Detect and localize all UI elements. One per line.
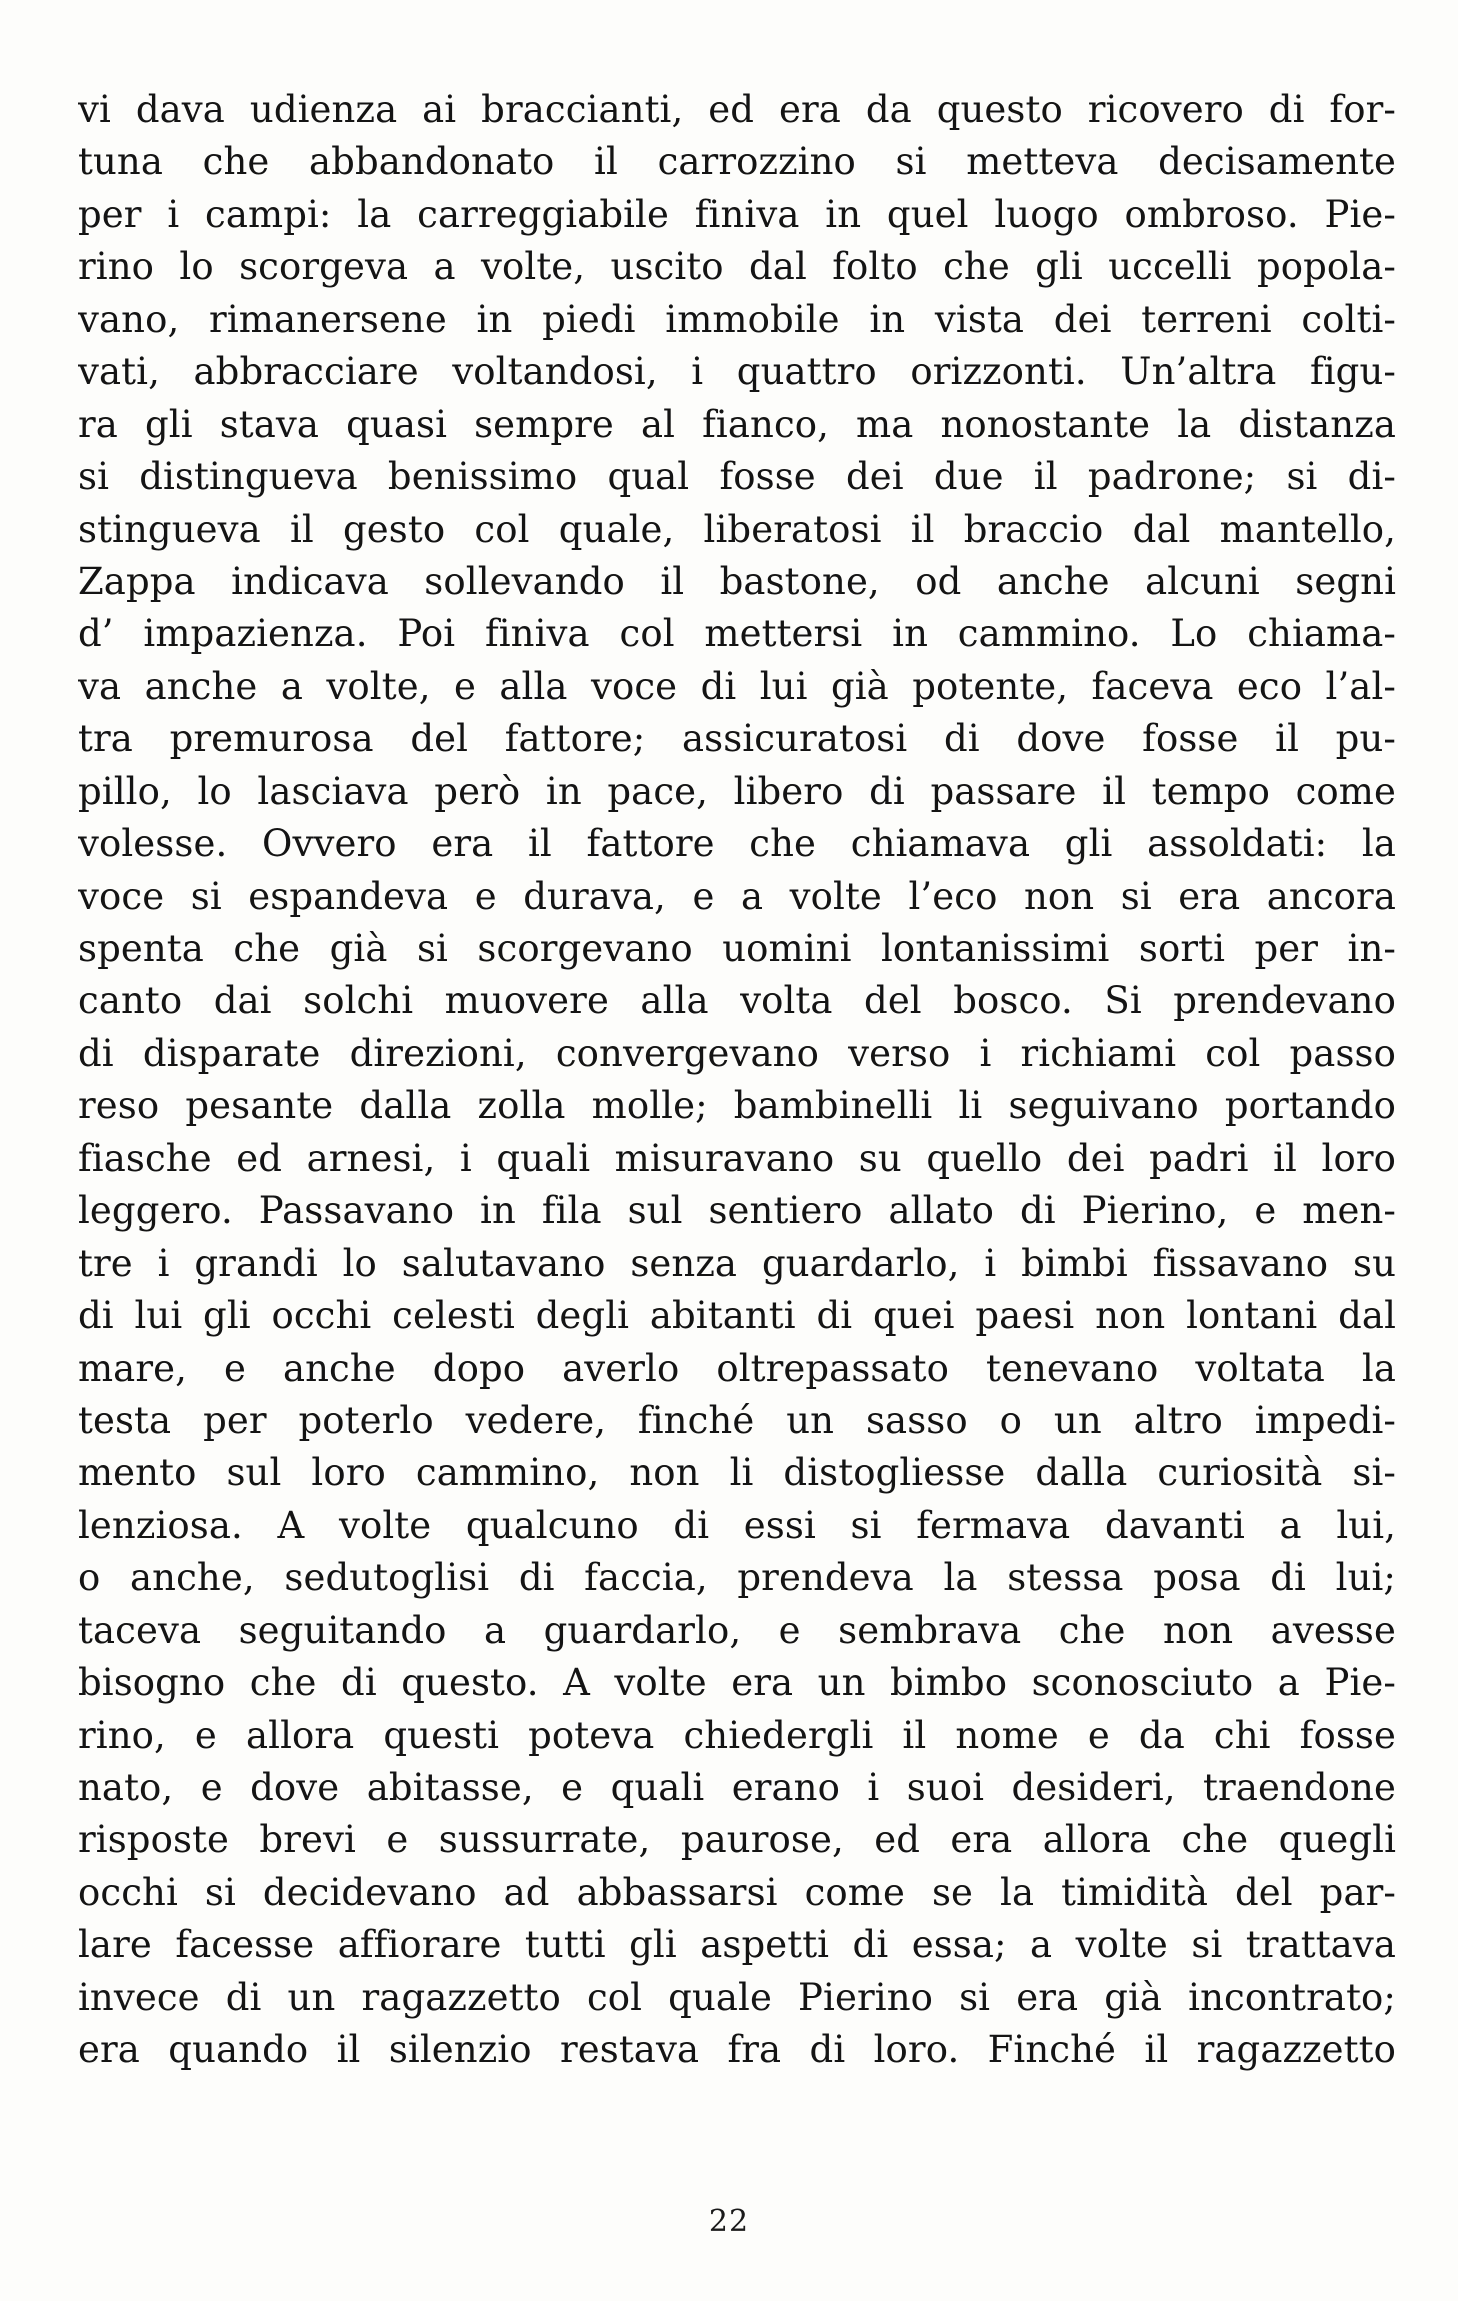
text-line: stingueva il gesto col quale, liberatosi il braccio dal mantello,	[78, 507, 1396, 551]
text-line: nato, e dove abitasse, e quali erano i suoi desideri, traendone	[78, 1766, 1396, 1809]
text-line: rino, e allora questi poteva chiedergli il nome e da chi fosse	[78, 1713, 1396, 1757]
body-text	[78, 84, 1396, 2077]
text-line: Zappa indicava sollevando il bastone, od anche alcuni segni	[78, 559, 1396, 603]
text-line: leggero. Passavano in fila sul sentiero allato di Pierino, e men-	[78, 1189, 1396, 1233]
text-line: volesse. Ovvero era il fattore che chiamava gli assoldati: la	[78, 822, 1396, 866]
text-line: canto dai solchi muovere alla volta del bosco. Si prendevano	[78, 979, 1396, 1023]
text-line: tra premurosa del fattore; assicuratosi di dove fosse il pu-	[78, 717, 1396, 761]
text-line: vi dava udienza ai braccianti, ed era da questo ricovero di for-	[78, 88, 1396, 131]
text-line: testa per poterlo vedere, finché un sasso o un altro impedi-	[78, 1398, 1396, 1442]
text-line: era quando il silenzio restava fra di loro. Finché il ragazzetto	[78, 2028, 1396, 2072]
text-line: pillo, lo lasciava però in pace, libero di passare il tempo come	[78, 769, 1396, 813]
text-line: taceva seguitando a guardarlo, e sembrava che non avesse	[78, 1608, 1396, 1652]
text-line: di lui gli occhi celesti degli abitanti di quei paesi non lontani dal	[78, 1294, 1396, 1338]
text-line: voce si espandeva e durava, e a volte l’eco non si era ancora	[78, 874, 1396, 918]
text-line: invece di un ragazzetto col quale Pierino si era già incontrato;	[78, 1975, 1396, 2019]
text-line: risposte brevi e sussurrate, paurose, ed era allora che quegli	[78, 1818, 1396, 1862]
text-line: bisogno che di questo. A volte era un bimbo sconosciuto a Pie-	[78, 1661, 1396, 1705]
text-line: rino lo scorgeva a volte, uscito dal folto che gli uccelli popola-	[78, 245, 1396, 289]
text-line: vati, abbracciare voltandosi, i quattro orizzonti. Un’altra figu-	[78, 350, 1396, 394]
text-line: spenta che già si scorgevano uomini lontanissimi sorti per in-	[78, 927, 1396, 970]
page-number: 22	[708, 2204, 750, 2239]
text-line: tuna che abbandonato il carrozzino si metteva decisamente	[78, 140, 1396, 184]
text-line: si distingueva benissimo qual fosse dei due il padrone; si di-	[78, 455, 1396, 499]
text-line: va anche a volte, e alla voce di lui già potente, faceva eco l’al-	[78, 664, 1396, 708]
text-line: occhi si decidevano ad abbassarsi come se la timidità del par-	[78, 1870, 1396, 1914]
text-line: ra gli stava quasi sempre al fianco, ma nonostante la distanza	[78, 402, 1396, 446]
text-line: mento sul loro cammino, non li distogliesse dalla curiosità si-	[78, 1451, 1396, 1495]
text-line: lare facesse affiorare tutti gli aspetti di essa; a volte si trattava	[78, 1923, 1396, 1967]
text-line: lenziosa. A volte qualcuno di essi si fermava davanti a lui,	[78, 1503, 1396, 1547]
text-line: di disparate direzioni, convergevano verso i richiami col passo	[78, 1031, 1396, 1075]
text-line: reso pesante dalla zolla molle; bambinelli li seguivano portando	[78, 1084, 1396, 1128]
text-line: d’ impazienza. Poi finiva col mettersi in cammino. Lo chiama-	[78, 612, 1396, 656]
text-line: per i campi: la carreggiabile finiva in quel luogo ombroso. Pie-	[78, 192, 1396, 236]
text-line: vano, rimanersene in piedi immobile in vista dei terreni colti-	[78, 297, 1396, 341]
text-line: mare, e anche dopo averlo oltrepassato tenevano voltata la	[78, 1346, 1396, 1390]
text-line: fiasche ed arnesi, i quali misuravano su quello dei padri il loro	[78, 1136, 1396, 1180]
text-line: o anche, sedutoglisi di faccia, prendeva la stessa posa di lui;	[78, 1556, 1396, 1600]
text-line: tre i grandi lo salutavano senza guardarlo, i bimbi fissavano su	[78, 1241, 1396, 1285]
